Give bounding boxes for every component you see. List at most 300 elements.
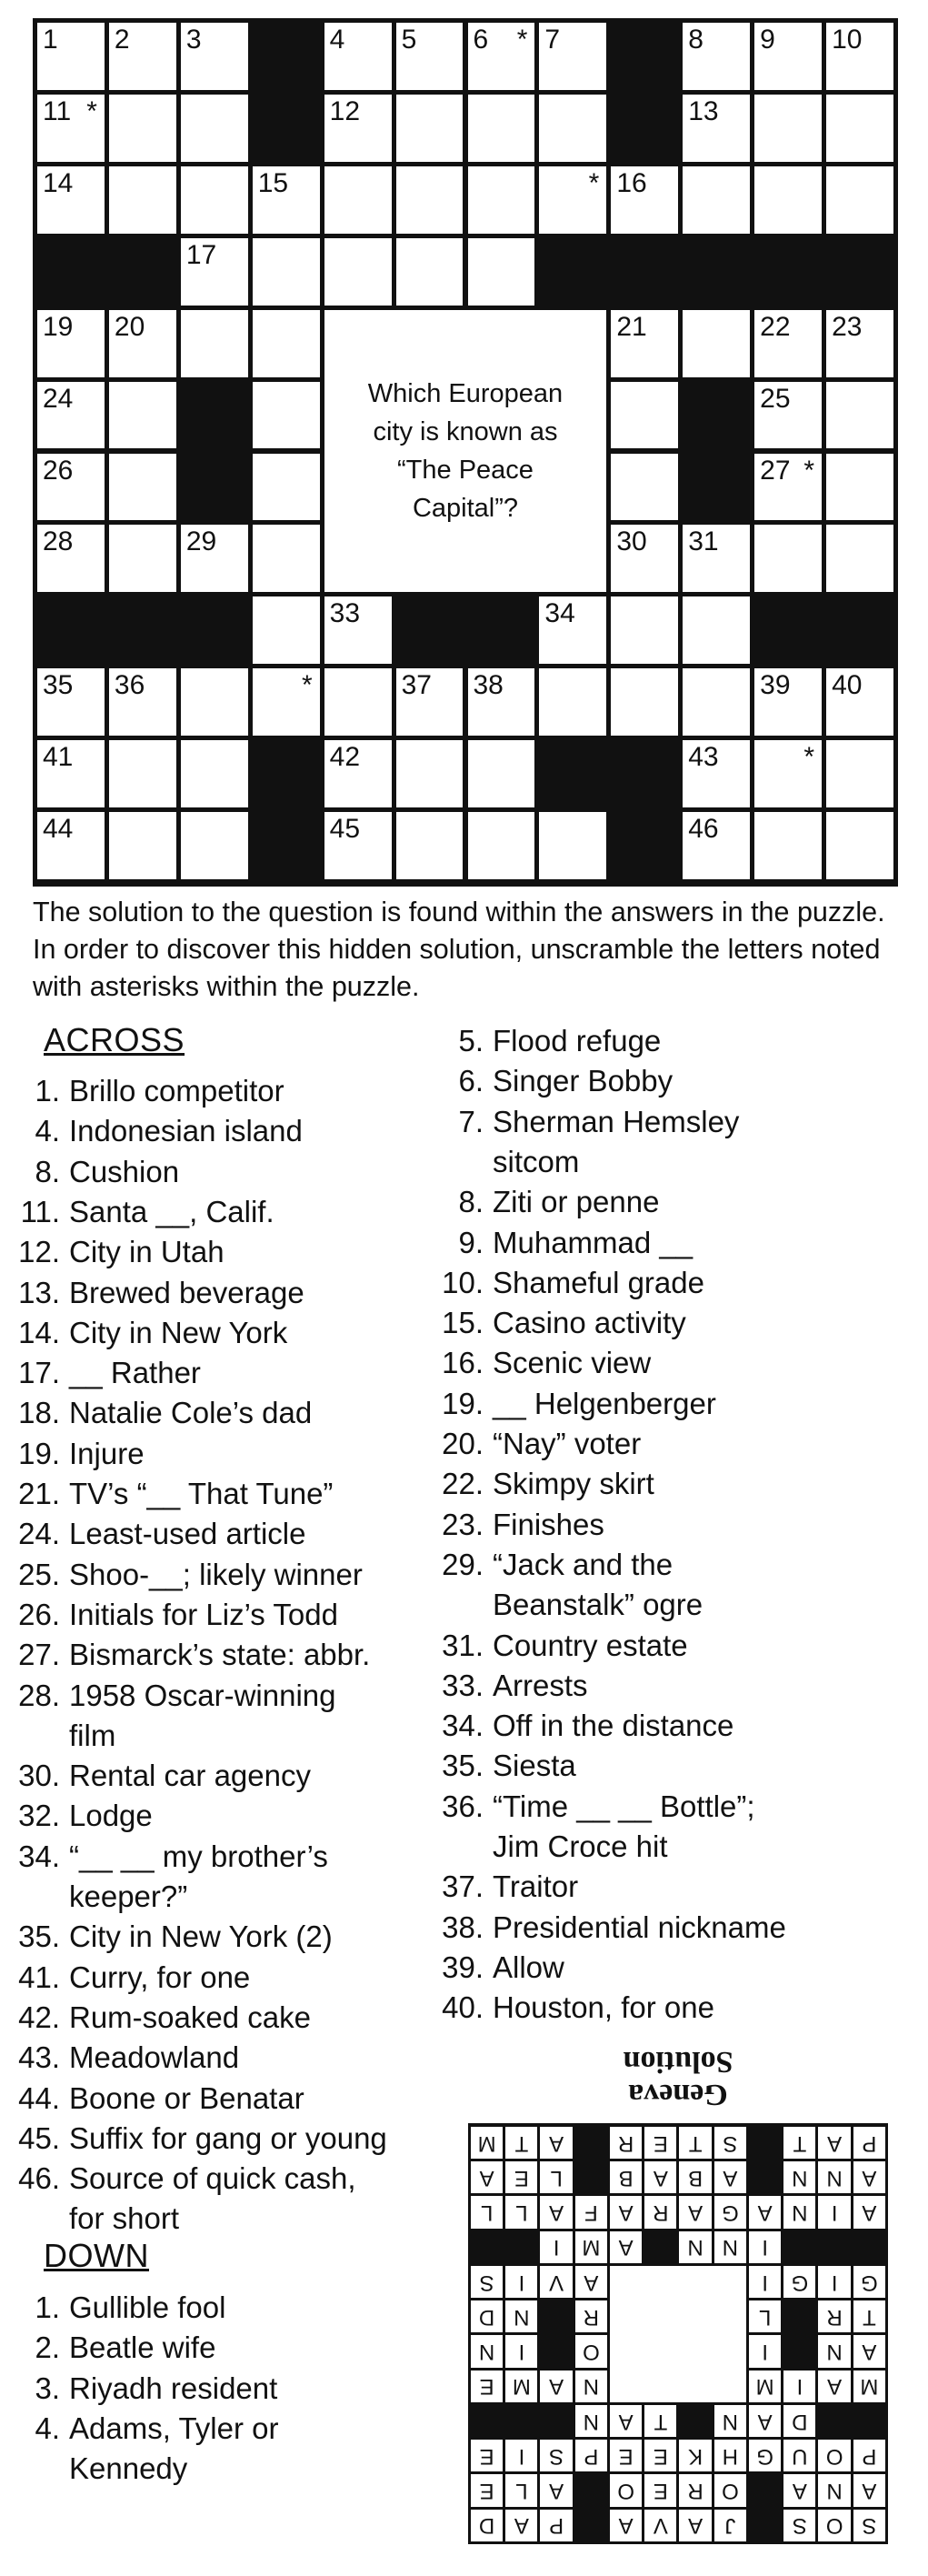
grid-cell[interactable] bbox=[37, 525, 105, 592]
solution-cell: E bbox=[644, 2475, 676, 2507]
clue-number: 17 bbox=[185, 239, 217, 270]
grid-cell[interactable] bbox=[468, 668, 535, 736]
grid-cell[interactable] bbox=[611, 525, 678, 592]
solution-cell: P bbox=[853, 2127, 885, 2159]
solution-cell: D bbox=[783, 2405, 815, 2437]
grid-cell[interactable] bbox=[826, 668, 893, 736]
clue-item-number: 28. bbox=[18, 1678, 60, 1712]
clue-item-number: 14. bbox=[18, 1315, 60, 1349]
clue-item-number: 18. bbox=[18, 1396, 60, 1430]
grid-cell[interactable] bbox=[539, 23, 606, 90]
clue-text-line: Traitor bbox=[493, 1869, 579, 1904]
solution-cell: G bbox=[783, 2266, 815, 2298]
solution-cell: A bbox=[749, 2405, 781, 2437]
grid-cell[interactable] bbox=[826, 382, 893, 449]
clue-item-number: 35. bbox=[18, 1919, 60, 1954]
clue-text-line: Meadowland bbox=[69, 2040, 240, 2075]
solution-cell: L bbox=[471, 2197, 503, 2229]
grid-cell[interactable] bbox=[539, 812, 606, 879]
grid-cell[interactable] bbox=[253, 310, 320, 377]
grid-cell[interactable] bbox=[611, 668, 678, 736]
clue-number: 42 bbox=[329, 742, 361, 773]
clue-item-text bbox=[69, 1676, 336, 1756]
grid-cell[interactable] bbox=[754, 454, 822, 521]
solution-title: Solution bbox=[623, 2045, 733, 2079]
grid-cell[interactable] bbox=[683, 95, 750, 162]
clue-item-text bbox=[493, 1384, 716, 1424]
clue-item-text bbox=[493, 1706, 733, 1746]
solution-cell: G bbox=[714, 2197, 746, 2229]
grid-cell[interactable] bbox=[324, 95, 392, 162]
solution-cell: L bbox=[749, 2300, 781, 2332]
clue-text-line: keeper?” bbox=[69, 1879, 188, 1913]
grid-cell[interactable] bbox=[324, 596, 392, 664]
grid-cell[interactable] bbox=[396, 23, 464, 90]
solution-cell: N bbox=[819, 2475, 851, 2507]
grid-cell[interactable] bbox=[396, 95, 464, 162]
grid-cell[interactable] bbox=[754, 95, 822, 162]
grid-cell[interactable] bbox=[826, 740, 893, 807]
solution-cell: R bbox=[644, 2197, 676, 2229]
clue-item-number: 24. bbox=[18, 1517, 60, 1551]
grid-cell[interactable] bbox=[754, 812, 822, 879]
grid-cell[interactable] bbox=[181, 740, 248, 807]
clue-item bbox=[0, 2369, 277, 2409]
clue-item-text bbox=[493, 1666, 588, 1706]
grid-cell[interactable] bbox=[396, 812, 464, 879]
grid-cell[interactable] bbox=[37, 166, 105, 234]
grid-cell[interactable] bbox=[396, 238, 464, 306]
solution-cell: N bbox=[783, 2161, 815, 2193]
clue-item-number: 6. bbox=[458, 1064, 484, 1098]
grid-cell[interactable] bbox=[754, 166, 822, 234]
clue-text-line: Kennedy bbox=[69, 2451, 188, 2485]
clue-item-text bbox=[493, 1102, 739, 1182]
solution-cell: L bbox=[505, 2197, 537, 2229]
grid-cell[interactable] bbox=[109, 23, 176, 90]
clue-item bbox=[0, 2159, 356, 2239]
clue-item-text bbox=[493, 1867, 578, 1907]
grid-cell[interactable] bbox=[253, 454, 320, 521]
clue-item-number: 11. bbox=[20, 1194, 60, 1228]
clue-item bbox=[424, 1746, 576, 1786]
clue-number: 16 bbox=[616, 167, 647, 198]
question-box bbox=[324, 310, 607, 593]
solution-cell: A bbox=[541, 2127, 573, 2159]
solution-cell: R bbox=[575, 2300, 607, 2332]
grid-cell[interactable] bbox=[181, 525, 248, 592]
grid-cell[interactable] bbox=[539, 166, 606, 234]
solution-cell: V bbox=[541, 2266, 573, 2298]
crossword-grid bbox=[33, 18, 898, 887]
grid-cell[interactable] bbox=[37, 740, 105, 807]
grid-cell[interactable] bbox=[754, 310, 822, 377]
grid-cell[interactable] bbox=[181, 668, 248, 736]
grid-cell[interactable] bbox=[181, 812, 248, 879]
clue-number: 25 bbox=[760, 383, 791, 414]
clue-number: 45 bbox=[329, 814, 361, 845]
asterisk-mark: * bbox=[588, 167, 600, 198]
grid-cell[interactable] bbox=[754, 740, 822, 807]
grid-cell[interactable] bbox=[181, 238, 248, 306]
clue-item-text bbox=[69, 1555, 363, 1595]
solution-cell: S bbox=[471, 2266, 503, 2298]
clue-item bbox=[0, 1635, 370, 1675]
clue-text-line: Initials for Liz’s Todd bbox=[69, 1597, 338, 1631]
grid-cell[interactable] bbox=[396, 166, 464, 234]
clue-text-line: Casino activity bbox=[493, 1306, 686, 1340]
clue-item-number: 41. bbox=[18, 1960, 60, 1994]
clue-number: 27 bbox=[760, 455, 791, 486]
clue-number: 2 bbox=[114, 25, 130, 55]
clue-item-number: 1. bbox=[35, 1074, 60, 1108]
clue-text-line: Curry, for one bbox=[69, 1960, 251, 1994]
grid-cell[interactable] bbox=[826, 95, 893, 162]
clue-number: 9 bbox=[760, 25, 775, 55]
clue-item-text bbox=[69, 2369, 277, 2409]
clue-item-text bbox=[69, 1353, 201, 1393]
solution-cell: A bbox=[680, 2510, 712, 2541]
clue-text-line: Sherman Hemsley bbox=[493, 1104, 740, 1138]
clue-item-number: 31. bbox=[442, 1628, 484, 1662]
grid-cell[interactable] bbox=[396, 668, 464, 736]
grid-cell[interactable] bbox=[109, 382, 176, 449]
clue-item bbox=[424, 1343, 651, 1383]
solution-cell: B bbox=[610, 2161, 642, 2193]
clue-item bbox=[424, 1626, 688, 1666]
clue-item-text bbox=[493, 1263, 704, 1303]
clue-text-line: __ Helgenberger bbox=[493, 1386, 716, 1420]
grid-cell[interactable] bbox=[109, 166, 176, 234]
clue-text-line: Skimpy skirt bbox=[493, 1467, 654, 1501]
grid-cell[interactable] bbox=[253, 382, 320, 449]
clue-item bbox=[0, 1676, 336, 1756]
clue-number: 3 bbox=[185, 25, 202, 55]
clue-item bbox=[424, 1948, 564, 1988]
clue-item-text bbox=[493, 1061, 673, 1101]
grid-cell[interactable] bbox=[468, 166, 535, 234]
clue-text-line: Off in the distance bbox=[493, 1709, 734, 1743]
grid-cell[interactable] bbox=[324, 668, 392, 736]
instructions-text: The solution to the question is found within the answers in the puzzle. In order to discover this hidden solution, unscramble the letters noted with asterisks within the puzzle. bbox=[33, 897, 885, 1002]
clue-item bbox=[424, 1464, 654, 1504]
solution-cell: A bbox=[783, 2475, 815, 2507]
solution-cell: N bbox=[714, 2231, 746, 2263]
grid-cell[interactable] bbox=[611, 596, 678, 664]
grid-cell[interactable] bbox=[683, 740, 750, 807]
clue-number: 44 bbox=[43, 814, 74, 845]
clue-item bbox=[0, 1837, 328, 1917]
grid-cell[interactable] bbox=[683, 668, 750, 736]
clue-item-number: 45. bbox=[18, 2120, 60, 2155]
solution-cell: N bbox=[505, 2300, 537, 2332]
grid-cell[interactable] bbox=[683, 525, 750, 592]
clue-item-number: 34. bbox=[442, 1709, 484, 1743]
solution-cell: A bbox=[853, 2161, 885, 2193]
clue-number: 24 bbox=[43, 383, 74, 414]
grid-cell[interactable] bbox=[37, 812, 105, 879]
grid-cell[interactable] bbox=[324, 23, 392, 90]
clue-number: 22 bbox=[760, 311, 791, 342]
clue-text-line: Flood refuge bbox=[493, 1024, 662, 1057]
clue-item bbox=[0, 1232, 225, 1272]
clue-item-text bbox=[69, 1917, 333, 1957]
grid-cell[interactable] bbox=[109, 668, 176, 736]
clue-number: 7 bbox=[544, 25, 561, 55]
grid-cell[interactable] bbox=[253, 596, 320, 664]
clue-text-line: “Jack and the bbox=[493, 1547, 674, 1581]
clue-number: 33 bbox=[329, 598, 361, 629]
grid-cell[interactable] bbox=[826, 23, 893, 90]
solution-upside-down bbox=[460, 2008, 896, 2544]
clue-number: 5 bbox=[401, 25, 417, 55]
solution-cell: N bbox=[471, 2336, 503, 2368]
clue-item-text bbox=[69, 1152, 179, 1192]
solution-cell: A bbox=[644, 2161, 676, 2193]
solution-cell: A bbox=[853, 2336, 885, 2368]
grid-cell[interactable] bbox=[539, 596, 606, 664]
clue-text-line: sitcom bbox=[493, 1144, 580, 1178]
clue-item-number: 38. bbox=[442, 1909, 484, 1944]
clue-number: 41 bbox=[43, 742, 74, 773]
grid-cell[interactable] bbox=[396, 740, 464, 807]
clue-item-number: 8. bbox=[458, 1185, 484, 1219]
across-heading: ACROSS bbox=[44, 1021, 185, 1058]
grid-cell[interactable] bbox=[181, 23, 248, 90]
solution-cell: N bbox=[714, 2405, 746, 2437]
solution-cell: O bbox=[819, 2440, 851, 2471]
solution-cell: I bbox=[749, 2336, 781, 2368]
grid-cell[interactable] bbox=[468, 95, 535, 162]
clue-item-text bbox=[493, 1182, 659, 1222]
solution-cell: M bbox=[575, 2231, 607, 2263]
clue-item bbox=[424, 1505, 604, 1545]
clue-item-text bbox=[69, 1192, 274, 1232]
grid-cell[interactable] bbox=[539, 668, 606, 736]
clue-item-number: 22. bbox=[442, 1467, 484, 1501]
clue-item-text bbox=[493, 1343, 651, 1383]
clue-text-line: Suffix for gang or young bbox=[69, 2120, 387, 2155]
clue-item bbox=[0, 2288, 225, 2328]
grid-cell[interactable] bbox=[109, 740, 176, 807]
clue-text-line: Allow bbox=[493, 1950, 564, 1984]
grid-cell[interactable] bbox=[181, 95, 248, 162]
clue-item bbox=[0, 1958, 250, 1998]
clue-number: 40 bbox=[832, 670, 863, 701]
grid-cell[interactable] bbox=[253, 668, 320, 736]
clue-item-number: 8. bbox=[35, 1154, 60, 1188]
clue-item-number: 30. bbox=[18, 1759, 60, 1793]
grid-cell[interactable] bbox=[181, 166, 248, 234]
clue-text-line: City in New York (2) bbox=[69, 1919, 333, 1954]
clue-text-line: Siesta bbox=[493, 1749, 576, 1783]
solution-cell: A bbox=[505, 2510, 537, 2541]
solution-cell: A bbox=[853, 2197, 885, 2229]
grid-cell[interactable] bbox=[109, 310, 176, 377]
clue-text-line: Rum-soaked cake bbox=[69, 2000, 311, 2034]
grid-cell[interactable] bbox=[324, 812, 392, 879]
clue-item bbox=[0, 2409, 278, 2489]
clue-item bbox=[0, 1917, 333, 1957]
solution-cell: P bbox=[853, 2440, 885, 2471]
grid-cell[interactable] bbox=[683, 812, 750, 879]
solution-cell: O bbox=[714, 2475, 746, 2507]
grid-cell[interactable] bbox=[468, 740, 535, 807]
solution-cell: U bbox=[783, 2440, 815, 2471]
clue-item bbox=[424, 1908, 786, 1948]
clue-text-line: Singer Bobby bbox=[493, 1064, 674, 1098]
solution-cell: L bbox=[505, 2475, 537, 2507]
grid-cell[interactable] bbox=[253, 166, 320, 234]
clue-item bbox=[0, 1111, 303, 1151]
solution-cell: O bbox=[575, 2336, 607, 2368]
clue-item-number: 3. bbox=[35, 2371, 60, 2405]
grid-cell[interactable] bbox=[109, 454, 176, 521]
grid-cell[interactable] bbox=[253, 238, 320, 306]
clue-number: 30 bbox=[616, 526, 647, 557]
clue-item-text bbox=[493, 1545, 703, 1625]
clue-item-number: 12. bbox=[18, 1235, 60, 1269]
solution-cell: A bbox=[541, 2475, 573, 2507]
clue-item-text bbox=[493, 1908, 786, 1948]
grid-cell[interactable] bbox=[683, 166, 750, 234]
clue-text-line: Muhammad __ bbox=[493, 1225, 694, 1259]
solution-cell: E bbox=[505, 2161, 537, 2193]
clue-item bbox=[424, 1021, 661, 1061]
grid-cell[interactable] bbox=[683, 310, 750, 377]
solution-cell: I bbox=[783, 2371, 815, 2402]
grid-cell[interactable] bbox=[826, 812, 893, 879]
clue-item-text bbox=[69, 1393, 312, 1433]
grid-cell[interactable] bbox=[611, 166, 678, 234]
clue-item bbox=[0, 2328, 215, 2368]
solution-cell: T bbox=[783, 2127, 815, 2159]
solution-cell: N bbox=[819, 2336, 851, 2368]
clue-text-line: Adams, Tyler or bbox=[69, 2411, 279, 2445]
grid-cell[interactable] bbox=[683, 23, 750, 90]
solution-center-box bbox=[610, 2266, 746, 2402]
clue-item bbox=[0, 1313, 287, 1353]
grid-cell[interactable] bbox=[754, 525, 822, 592]
clue-item-text bbox=[493, 1626, 688, 1666]
clue-item-text bbox=[69, 1474, 333, 1514]
grid-cell[interactable] bbox=[826, 525, 893, 592]
grid-cell[interactable] bbox=[324, 238, 392, 306]
clue-item bbox=[0, 1796, 153, 1836]
grid-cell[interactable] bbox=[37, 668, 105, 736]
clue-item bbox=[0, 1273, 304, 1313]
grid-cell[interactable] bbox=[468, 238, 535, 306]
grid-cell[interactable] bbox=[539, 95, 606, 162]
clue-item-text bbox=[69, 2409, 278, 2489]
grid-cell[interactable] bbox=[683, 596, 750, 664]
clue-item-text bbox=[69, 1635, 370, 1675]
grid-cell[interactable] bbox=[611, 382, 678, 449]
clue-text-line: __ Rather bbox=[69, 1356, 201, 1390]
grid-cell[interactable] bbox=[324, 166, 392, 234]
clue-text-line: Least-used article bbox=[69, 1517, 306, 1551]
clue-item bbox=[424, 1102, 739, 1182]
grid-cell[interactable] bbox=[754, 23, 822, 90]
solution-cell: D bbox=[471, 2300, 503, 2332]
clue-item-text bbox=[493, 1787, 755, 1867]
solution-cell: T bbox=[644, 2405, 676, 2437]
clue-number: 34 bbox=[544, 598, 575, 629]
grid-cell[interactable] bbox=[826, 454, 893, 521]
clue-text-line: City in Utah bbox=[69, 1235, 225, 1269]
solution-cell: N bbox=[819, 2161, 851, 2193]
clue-number: 20 bbox=[114, 311, 145, 342]
grid-cell[interactable] bbox=[826, 166, 893, 234]
solution-cell: F bbox=[575, 2197, 607, 2229]
solution-cell: I bbox=[505, 2440, 537, 2471]
solution-cell: A bbox=[610, 2510, 642, 2541]
grid-cell[interactable] bbox=[109, 812, 176, 879]
grid-cell[interactable] bbox=[37, 95, 105, 162]
clue-item-number: 21. bbox=[18, 1477, 60, 1510]
grid-cell[interactable] bbox=[754, 668, 822, 736]
clue-text-line: Scenic view bbox=[493, 1346, 652, 1380]
clue-item-number: 43. bbox=[18, 2040, 60, 2075]
grid-cell[interactable] bbox=[611, 454, 678, 521]
clue-text-line: TV’s “__ That Tune” bbox=[69, 1477, 334, 1510]
clue-item-text bbox=[69, 2038, 239, 2078]
solution-cell: N bbox=[783, 2197, 815, 2229]
solution-cell: S bbox=[714, 2127, 746, 2159]
clue-number: 29 bbox=[185, 526, 217, 557]
clue-text-line: City in New York bbox=[69, 1315, 288, 1349]
clue-item-number: 29. bbox=[442, 1547, 484, 1581]
clue-text-line: 1958 Oscar-winning bbox=[69, 1678, 336, 1712]
grid-cell[interactable] bbox=[468, 23, 535, 90]
grid-cell[interactable] bbox=[109, 95, 176, 162]
clue-item-number: 25. bbox=[18, 1557, 60, 1591]
clue-item bbox=[0, 2119, 387, 2159]
clue-text-line: Rental car agency bbox=[69, 1759, 311, 1793]
solution-cell: A bbox=[749, 2197, 781, 2229]
grid-cell[interactable] bbox=[611, 310, 678, 377]
grid-cell[interactable] bbox=[37, 310, 105, 377]
grid-cell[interactable] bbox=[826, 310, 893, 377]
solution-cell: I bbox=[819, 2266, 851, 2298]
clue-item-number: 44. bbox=[18, 2080, 60, 2115]
solution-cell: I bbox=[749, 2266, 781, 2298]
solution-cell: V bbox=[644, 2510, 676, 2541]
clue-item-number: 7. bbox=[458, 1104, 484, 1138]
solution-cell: P bbox=[575, 2440, 607, 2471]
clue-item-text bbox=[69, 1434, 145, 1474]
grid-cell[interactable] bbox=[181, 310, 248, 377]
solution-cell: I bbox=[749, 2231, 781, 2263]
clue-item-number: 34. bbox=[18, 1839, 60, 1873]
clue-text-line: Santa __, Calif. bbox=[69, 1194, 274, 1228]
clue-text-line: Country estate bbox=[493, 1628, 688, 1662]
grid-cell[interactable] bbox=[468, 812, 535, 879]
clue-number: 23 bbox=[832, 311, 863, 342]
clue-item-number: 13. bbox=[18, 1275, 60, 1309]
clue-item-number: 2. bbox=[35, 2330, 60, 2365]
clue-item-number: 17. bbox=[18, 1356, 60, 1390]
grid-cell[interactable] bbox=[324, 740, 392, 807]
grid-cell[interactable] bbox=[253, 525, 320, 592]
grid-cell[interactable] bbox=[37, 454, 105, 521]
grid-cell[interactable] bbox=[109, 525, 176, 592]
clue-item-number: 9. bbox=[458, 1225, 484, 1259]
solution-cell: E bbox=[471, 2371, 503, 2402]
grid-cell[interactable] bbox=[37, 382, 105, 449]
grid-cell[interactable] bbox=[37, 23, 105, 90]
grid-cell[interactable] bbox=[754, 382, 822, 449]
